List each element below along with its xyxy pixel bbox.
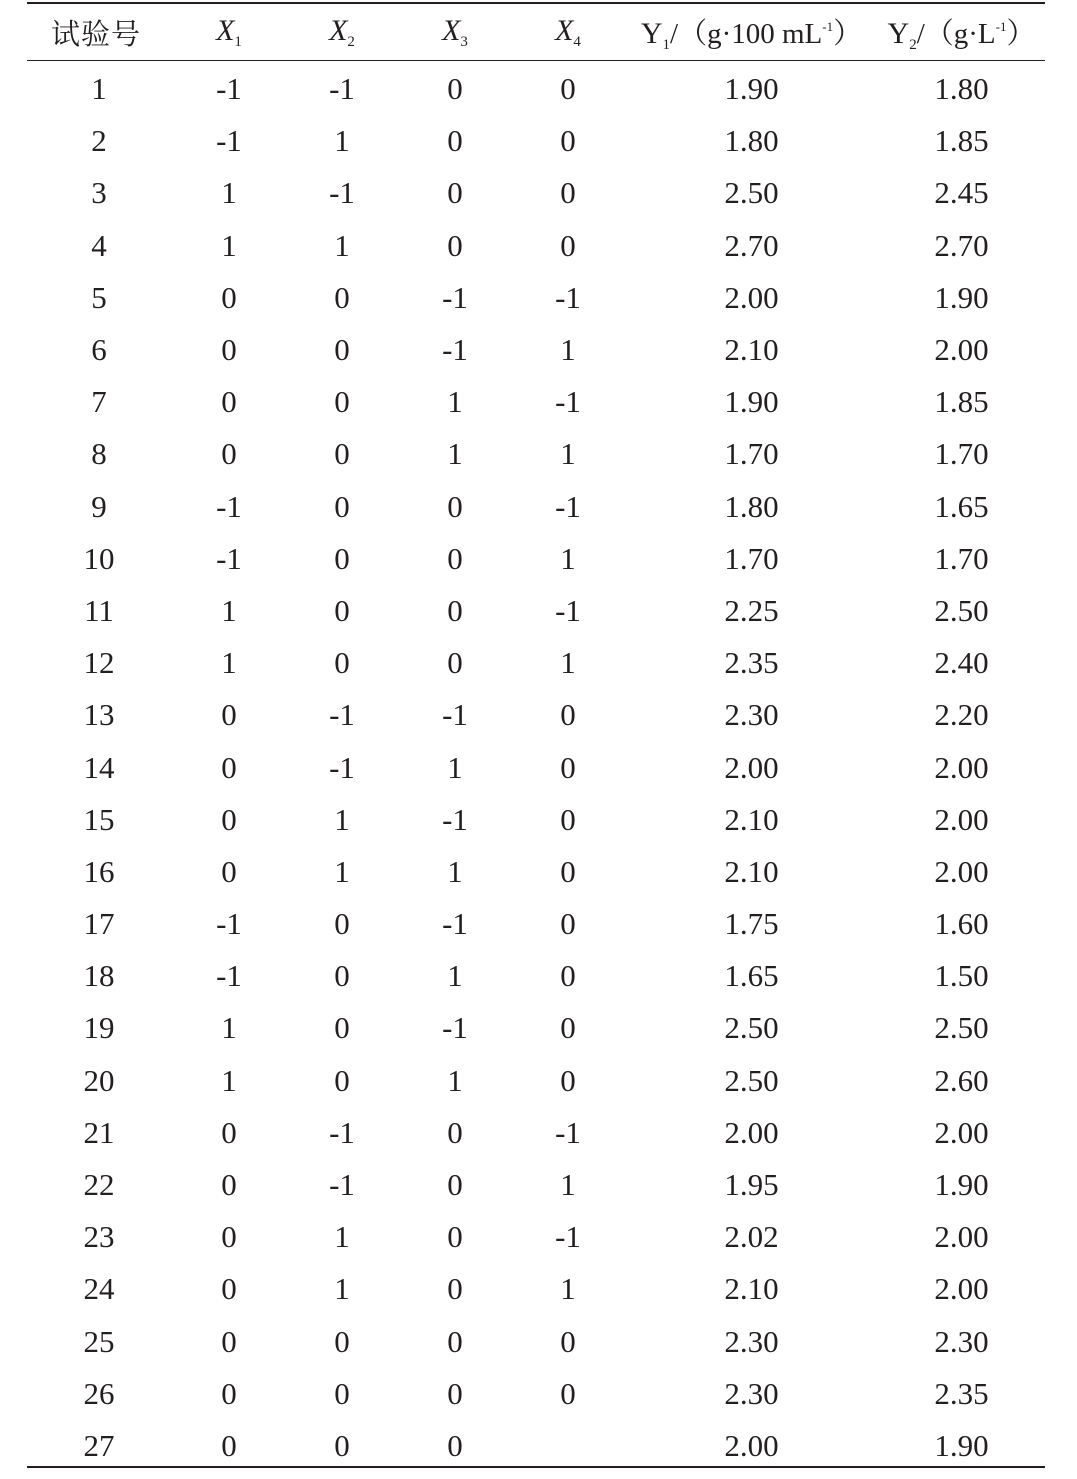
value-cell: -1 xyxy=(329,749,355,785)
value-cell: 2.50 xyxy=(934,1010,989,1046)
value-cell: 1 xyxy=(447,853,463,889)
value-cell: 0 xyxy=(221,384,237,420)
value-cell: 2.00 xyxy=(724,1427,779,1463)
value-cell: 0 xyxy=(560,853,576,889)
value-cell: 1 xyxy=(334,801,350,837)
trial-number-cell xyxy=(27,376,173,428)
table-row xyxy=(27,1055,1045,1107)
value-cell: 2.10 xyxy=(724,1271,779,1307)
value-cell: 0 xyxy=(334,1427,350,1463)
value-cell: 0 xyxy=(447,1167,463,1203)
value-cell: 0 xyxy=(447,488,463,524)
value-cell: 1 xyxy=(447,384,463,420)
value-cell: 0 xyxy=(334,1375,350,1411)
value-cell: -1 xyxy=(442,801,468,837)
trial-number: 22 xyxy=(83,1167,115,1203)
trial-number-cell xyxy=(27,1368,173,1420)
table-row xyxy=(27,1316,1045,1368)
value-cell: 2.00 xyxy=(724,749,779,785)
value-cell: 2.00 xyxy=(934,1219,989,1255)
column-header-4 xyxy=(511,4,625,60)
value-cell: 0 xyxy=(447,1114,463,1150)
table-row xyxy=(27,1002,1045,1054)
trial-number-cell xyxy=(27,428,173,480)
trial-number: 7 xyxy=(91,384,107,420)
value-cell: 1 xyxy=(560,1271,576,1307)
value-cell: 1.80 xyxy=(724,123,779,159)
value-cell: -1 xyxy=(216,540,242,576)
value-cell: 2.70 xyxy=(724,227,779,263)
value-cell: -1 xyxy=(216,123,242,159)
value-cell: 2.30 xyxy=(724,1375,779,1411)
value-cell: 2.00 xyxy=(934,332,989,368)
value-cell: 1.75 xyxy=(724,906,779,942)
value-cell: 1 xyxy=(560,436,576,472)
value-cell: 0 xyxy=(447,645,463,681)
table-row xyxy=(27,220,1045,272)
table-row xyxy=(27,846,1045,898)
value-cell: -1 xyxy=(329,1167,355,1203)
trial-number: 16 xyxy=(83,853,115,889)
value-cell: 1.90 xyxy=(934,1167,989,1203)
value-cell: 0 xyxy=(560,227,576,263)
trial-number: 15 xyxy=(83,801,115,837)
value-cell: 2.00 xyxy=(934,801,989,837)
value-cell: 1 xyxy=(560,332,576,368)
value-cell: 0 xyxy=(560,123,576,159)
value-cell: 0 xyxy=(334,384,350,420)
value-cell: -1 xyxy=(555,384,581,420)
trial-number: 25 xyxy=(83,1323,115,1359)
variable-symbol: X xyxy=(329,13,348,47)
trial-number-cell xyxy=(27,637,173,689)
value-cell: 0 xyxy=(334,332,350,368)
value-cell: 1 xyxy=(221,175,237,211)
value-cell: 2.70 xyxy=(934,227,989,263)
value-cell: 0 xyxy=(447,592,463,628)
trial-number-cell xyxy=(27,1211,173,1263)
table-body xyxy=(27,60,1045,1472)
value-cell: 1 xyxy=(334,123,350,159)
trial-number: 12 xyxy=(83,645,115,681)
variable-symbol: Y xyxy=(887,16,910,50)
trial-number-cell xyxy=(27,689,173,741)
value-cell: 2.35 xyxy=(934,1375,989,1411)
variable-symbol: Y xyxy=(640,16,663,50)
trial-number: 2 xyxy=(91,123,107,159)
trial-number-cell xyxy=(27,1055,173,1107)
trial-number: 1 xyxy=(91,71,107,107)
value-cell: 0 xyxy=(447,1375,463,1411)
value-cell: 0 xyxy=(221,1323,237,1359)
value-cell: 1 xyxy=(447,1062,463,1098)
value-cell: 1.90 xyxy=(934,279,989,315)
trial-number: 18 xyxy=(83,958,115,994)
value-cell: 0 xyxy=(334,488,350,524)
value-cell: -1 xyxy=(216,71,242,107)
value-cell: 0 xyxy=(221,853,237,889)
value-cell: 0 xyxy=(221,1167,237,1203)
trial-number: 8 xyxy=(91,436,107,472)
value-cell: 1 xyxy=(221,645,237,681)
value-cell: 1.70 xyxy=(934,540,989,576)
value-cell: -1 xyxy=(442,906,468,942)
unit-superscript: -1 xyxy=(822,18,834,34)
value-cell: 1 xyxy=(560,1167,576,1203)
value-cell: 1.80 xyxy=(934,71,989,107)
value-cell: 2.10 xyxy=(724,853,779,889)
value-cell: 0 xyxy=(334,436,350,472)
table-row xyxy=(27,1159,1045,1211)
value-cell: 2.50 xyxy=(724,1010,779,1046)
column-header-3 xyxy=(399,4,511,60)
trial-number-cell xyxy=(27,794,173,846)
value-cell: 1.70 xyxy=(724,436,779,472)
value-cell: 0 xyxy=(221,332,237,368)
trial-number: 21 xyxy=(83,1114,115,1150)
value-cell: 2.02 xyxy=(724,1219,779,1255)
trial-number-cell xyxy=(27,60,173,115)
variable-subscript: 1 xyxy=(662,36,671,53)
value-cell: 0 xyxy=(560,801,576,837)
value-cell: 2.10 xyxy=(724,801,779,837)
trial-number-cell xyxy=(27,115,173,167)
value-cell: -1 xyxy=(216,906,242,942)
value-cell: 0 xyxy=(447,175,463,211)
trial-number-cell xyxy=(27,533,173,585)
value-cell: 2.45 xyxy=(934,175,989,211)
value-cell: 0 xyxy=(221,279,237,315)
value-cell: 1.90 xyxy=(724,384,779,420)
value-cell: 0 xyxy=(221,1219,237,1255)
value-cell: -1 xyxy=(216,958,242,994)
table-row xyxy=(27,1420,1045,1472)
value-cell: 0 xyxy=(334,279,350,315)
trial-number-cell xyxy=(27,1420,173,1472)
value-cell: 0 xyxy=(334,645,350,681)
value-cell: 0 xyxy=(447,227,463,263)
table-row xyxy=(27,428,1045,480)
value-cell: 0 xyxy=(560,749,576,785)
table-row xyxy=(27,1211,1045,1263)
value-cell: -1 xyxy=(555,488,581,524)
value-cell: -1 xyxy=(555,279,581,315)
value-cell: 0 xyxy=(221,1271,237,1307)
value-cell: -1 xyxy=(442,1010,468,1046)
value-cell: -1 xyxy=(329,1114,355,1150)
value-cell: -1 xyxy=(555,1219,581,1255)
value-cell: 2.50 xyxy=(724,1062,779,1098)
value-cell: 0 xyxy=(560,1010,576,1046)
variable-symbol: X xyxy=(216,13,235,47)
value-cell: 0 xyxy=(334,958,350,994)
trial-number: 14 xyxy=(83,749,115,785)
trial-number-cell xyxy=(27,585,173,637)
trial-number: 5 xyxy=(91,279,107,315)
value-cell: 0 xyxy=(447,123,463,159)
value-cell: 2.20 xyxy=(934,697,989,733)
unit-text: /（g·100 mL xyxy=(670,17,823,50)
value-cell: 1 xyxy=(221,1062,237,1098)
table-row xyxy=(27,481,1045,533)
value-cell: 0 xyxy=(560,1375,576,1411)
value-cell: 2.30 xyxy=(724,697,779,733)
value-cell: 2.50 xyxy=(934,592,989,628)
column-header-0: 试验号 xyxy=(51,16,142,51)
trial-number: 24 xyxy=(83,1271,115,1307)
trial-number: 26 xyxy=(83,1375,115,1411)
variable-subscript: 4 xyxy=(573,33,581,50)
value-cell: 0 xyxy=(334,592,350,628)
value-cell: 0 xyxy=(560,175,576,211)
column-header-5 xyxy=(625,4,878,60)
trial-number-cell xyxy=(27,741,173,793)
table-row xyxy=(27,689,1045,741)
value-cell: 0 xyxy=(334,1323,350,1359)
value-cell: 2.30 xyxy=(934,1323,989,1359)
value-cell: -1 xyxy=(442,332,468,368)
table-row xyxy=(27,637,1045,689)
value-cell: -1 xyxy=(216,488,242,524)
value-cell: 0 xyxy=(560,1323,576,1359)
trial-number-cell xyxy=(27,481,173,533)
column-header-2 xyxy=(285,4,399,60)
table-row xyxy=(27,1263,1045,1315)
variable-subscript: 1 xyxy=(234,33,242,50)
value-cell: -1 xyxy=(555,592,581,628)
table-row xyxy=(27,898,1045,950)
value-cell: 1.65 xyxy=(724,958,779,994)
variable-subscript: 2 xyxy=(347,33,355,50)
variable-subscript: 2 xyxy=(909,36,917,53)
value-cell xyxy=(511,1420,625,1472)
value-cell: 1 xyxy=(334,227,350,263)
trial-number-cell xyxy=(27,898,173,950)
value-cell: 0 xyxy=(447,71,463,107)
value-cell: 0 xyxy=(447,1219,463,1255)
value-cell: 1 xyxy=(334,1219,350,1255)
trial-number: 19 xyxy=(83,1010,115,1046)
table-header-row xyxy=(27,4,1045,60)
value-cell: 2.00 xyxy=(724,279,779,315)
trial-number: 3 xyxy=(91,175,107,211)
trial-number: 10 xyxy=(83,540,115,576)
value-cell: 2.35 xyxy=(724,645,779,681)
column-header-6 xyxy=(878,4,1045,60)
value-cell: 1 xyxy=(560,540,576,576)
value-cell: 0 xyxy=(221,1375,237,1411)
trial-number-cell xyxy=(27,1107,173,1159)
value-cell: 0 xyxy=(334,540,350,576)
value-cell: -1 xyxy=(442,279,468,315)
value-cell: 0 xyxy=(221,1427,237,1463)
value-cell: -1 xyxy=(329,175,355,211)
value-cell: 2.00 xyxy=(934,1114,989,1150)
trial-number-cell xyxy=(27,950,173,1002)
value-cell: 0 xyxy=(447,540,463,576)
value-cell: -1 xyxy=(555,1114,581,1150)
value-cell: 0 xyxy=(334,1062,350,1098)
value-cell: 0 xyxy=(334,1010,350,1046)
value-cell: 2.00 xyxy=(934,1271,989,1307)
value-cell: 2.00 xyxy=(724,1114,779,1150)
value-cell: 2.00 xyxy=(934,749,989,785)
table-row xyxy=(27,115,1045,167)
value-cell: 2.50 xyxy=(724,175,779,211)
value-cell: 1 xyxy=(334,853,350,889)
table-row xyxy=(27,376,1045,428)
table-row xyxy=(27,533,1045,585)
trial-number-cell xyxy=(27,324,173,376)
value-cell: 0 xyxy=(560,906,576,942)
value-cell: 2.60 xyxy=(934,1062,989,1098)
value-cell: 1.90 xyxy=(934,1427,989,1463)
value-cell: 1.85 xyxy=(934,384,989,420)
value-cell: -1 xyxy=(329,697,355,733)
column-header-1 xyxy=(173,4,285,60)
value-cell: 0 xyxy=(560,958,576,994)
value-cell: 1.70 xyxy=(724,540,779,576)
value-cell: 1 xyxy=(560,645,576,681)
value-cell: 1 xyxy=(447,958,463,994)
value-cell: 1 xyxy=(221,592,237,628)
variable-symbol: X xyxy=(442,13,461,47)
value-cell: 0 xyxy=(560,71,576,107)
trial-number: 4 xyxy=(91,227,107,263)
value-cell: 1.70 xyxy=(934,436,989,472)
trial-number-cell xyxy=(27,1002,173,1054)
unit-text: /（g·L xyxy=(916,17,996,50)
value-cell: 0 xyxy=(221,436,237,472)
value-cell: 1 xyxy=(447,436,463,472)
trial-number: 6 xyxy=(91,332,107,368)
value-cell: 2.25 xyxy=(724,592,779,628)
value-cell: 2.30 xyxy=(724,1323,779,1359)
table-row xyxy=(27,950,1045,1002)
value-cell: 0 xyxy=(221,1114,237,1150)
value-cell: 2.00 xyxy=(934,853,989,889)
table-row xyxy=(27,167,1045,219)
trial-number: 17 xyxy=(83,906,115,942)
data-table xyxy=(27,4,1045,1472)
value-cell: 1.60 xyxy=(934,906,989,942)
unit-superscript: -1 xyxy=(995,18,1007,34)
unit-close: ） xyxy=(833,17,863,50)
table-row xyxy=(27,324,1045,376)
trial-number: 11 xyxy=(84,592,114,628)
value-cell: 0 xyxy=(221,801,237,837)
table-row xyxy=(27,1368,1045,1420)
value-cell: 0 xyxy=(560,1062,576,1098)
value-cell: 1.85 xyxy=(934,123,989,159)
trial-number: 20 xyxy=(83,1062,115,1098)
value-cell: 1 xyxy=(334,1271,350,1307)
value-cell: 1.50 xyxy=(934,958,989,994)
variable-subscript: 3 xyxy=(460,33,468,50)
value-cell: 1.80 xyxy=(724,488,779,524)
value-cell: 1 xyxy=(221,1010,237,1046)
value-cell: 0 xyxy=(221,697,237,733)
value-cell: 1.95 xyxy=(724,1167,779,1203)
value-cell: 2.10 xyxy=(724,332,779,368)
trial-number-cell xyxy=(27,846,173,898)
value-cell: 1.90 xyxy=(724,71,779,107)
value-cell: 0 xyxy=(334,906,350,942)
value-cell: 0 xyxy=(221,749,237,785)
value-cell: 0 xyxy=(447,1271,463,1307)
trial-number: 23 xyxy=(83,1219,115,1255)
value-cell: 0 xyxy=(560,697,576,733)
unit-close: ） xyxy=(1006,17,1036,50)
trial-number-cell xyxy=(27,220,173,272)
variable-symbol: X xyxy=(555,13,574,47)
trial-number-cell xyxy=(27,1263,173,1315)
trial-number-cell xyxy=(27,167,173,219)
trial-number-cell xyxy=(27,1316,173,1368)
value-cell: 1.65 xyxy=(934,488,989,524)
value-cell: 0 xyxy=(447,1427,463,1463)
value-cell: 1 xyxy=(447,749,463,785)
table-row xyxy=(27,272,1045,324)
value-cell: 1 xyxy=(221,227,237,263)
table-row xyxy=(27,1107,1045,1159)
value-cell: 0 xyxy=(447,1323,463,1359)
table-row xyxy=(27,741,1045,793)
table-row xyxy=(27,60,1045,115)
trial-number-cell xyxy=(27,1159,173,1211)
value-cell: -1 xyxy=(442,697,468,733)
trial-number-cell xyxy=(27,272,173,324)
trial-number: 9 xyxy=(91,488,107,524)
table-row xyxy=(27,794,1045,846)
trial-number: 13 xyxy=(83,697,115,733)
value-cell: 2.40 xyxy=(934,645,989,681)
trial-number: 27 xyxy=(83,1427,115,1463)
value-cell: -1 xyxy=(329,71,355,107)
table-row xyxy=(27,585,1045,637)
